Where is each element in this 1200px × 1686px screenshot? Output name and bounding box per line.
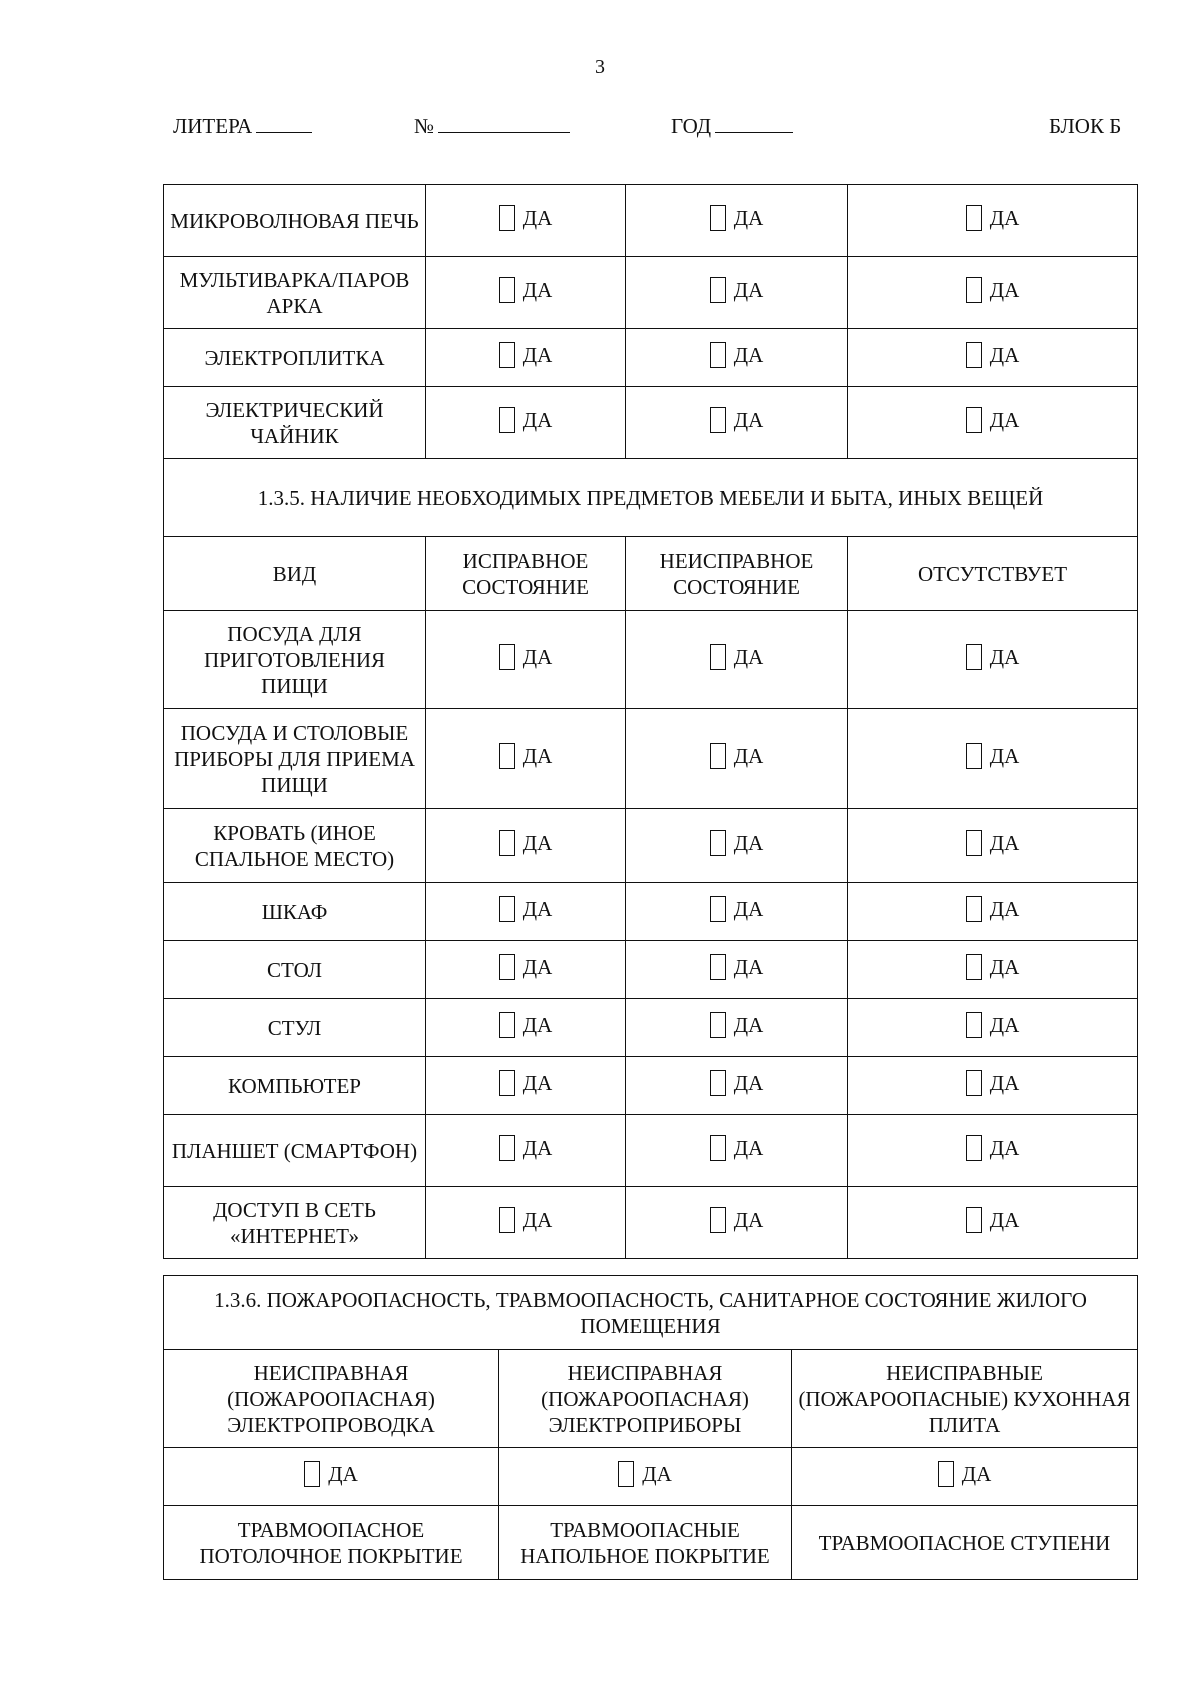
yes-checkbox[interactable] [966,407,1020,433]
yes-checkbox[interactable] [499,644,553,670]
checkbox-square-icon [966,1135,982,1161]
table-row [164,1187,1138,1259]
checkbox-square-icon [710,342,726,368]
yes-label: ДА [733,407,764,432]
checkbox-square-icon [499,277,515,303]
checkbox-square-icon [710,1070,726,1096]
yes-checkbox[interactable] [710,1070,764,1096]
checkbox-square-icon [966,1207,982,1233]
item-label: КРОВАТЬ (ИНОЕ СПАЛЬНОЕ МЕСТО) [164,809,426,883]
item-label: ЭЛЕКТРИЧЕСКИЙ ЧАЙНИК [164,387,426,459]
yes-checkbox[interactable] [710,830,764,856]
hazards-table [163,1275,1138,1580]
yes-label: ДА [522,644,553,669]
yes-label: ДА [989,1135,1020,1160]
table-row [164,329,1138,387]
checkbox-square-icon [499,896,515,922]
checkbox-square-icon [499,830,515,856]
checkbox-square-icon [966,743,982,769]
checkbox-square-icon [710,896,726,922]
fire-hazard-label: НЕИСПРАВНАЯ (ПОЖАРООПАСНАЯ) ЭЛЕКТРОПРОВОДКА [164,1350,499,1448]
checkbox-square-icon [499,954,515,980]
yes-label: ДА [733,1070,764,1095]
item-label: МИКРОВОЛНОВАЯ ПЕЧЬ [164,185,426,257]
checkbox-square-icon [499,644,515,670]
yes-label: ДА [989,1012,1020,1037]
checkbox-square-icon [966,342,982,368]
checkbox-square-icon [304,1461,320,1487]
yes-checkbox[interactable] [966,277,1020,303]
checkbox-square-icon [966,830,982,856]
household-items-table [163,184,1138,1259]
yes-checkbox[interactable] [710,1135,764,1161]
yes-label: ДА [989,342,1020,367]
yes-label: ДА [989,205,1020,230]
litera-label: ЛИТЕРА [173,114,253,138]
yes-label: ДА [733,1135,764,1160]
checkbox-square-icon [710,1207,726,1233]
yes-label: ДА [522,1070,553,1095]
yes-checkbox[interactable] [966,205,1020,231]
table-row [164,611,1138,709]
yes-label: ДА [989,277,1020,302]
yes-label: ДА [522,1207,553,1232]
table-row [164,809,1138,883]
yes-label: ДА [522,830,553,855]
yes-checkbox[interactable] [710,1207,764,1233]
year-label: ГОД [671,114,712,138]
yes-checkbox[interactable] [499,277,553,303]
yes-label: ДА [522,1135,553,1160]
injury-hazard-label: ТРАВМООПАСНОЕ ПОТОЛОЧНОЕ ПОКРЫТИЕ [164,1506,499,1580]
yes-checkbox[interactable] [966,644,1020,670]
checkbox-square-icon [710,954,726,980]
yes-checkbox[interactable] [710,743,764,769]
yes-checkbox[interactable] [710,342,764,368]
item-label: МУЛЬТИВАРКА/ПАРОВ АРКА [164,257,426,329]
checkbox-square-icon [710,743,726,769]
checkbox-square-icon [966,644,982,670]
yes-label: ДА [989,743,1020,768]
checkbox-square-icon [618,1461,634,1487]
yes-checkbox[interactable] [710,277,764,303]
yes-checkbox[interactable] [966,1135,1020,1161]
yes-label: ДА [733,830,764,855]
yes-label: ДА [733,205,764,230]
item-label: КОМПЬЮТЕР [164,1057,426,1115]
yes-label: ДА [522,277,553,302]
checkbox-square-icon [499,1207,515,1233]
number-field [414,114,570,139]
checkbox-square-icon [710,407,726,433]
checkbox-square-icon [710,277,726,303]
yes-checkbox[interactable] [618,1461,672,1487]
yes-checkbox[interactable] [499,1012,553,1038]
item-label: ПОСУДА И СТОЛОВЫЕ ПРИБОРЫ ДЛЯ ПРИЕМА ПИЩИ [164,709,426,809]
yes-checkbox[interactable] [499,1135,553,1161]
column-header: ОТСУТСТВУЕТ [848,537,1138,611]
checkbox-square-icon [710,1135,726,1161]
checkbox-square-icon [710,205,726,231]
yes-checkbox[interactable] [499,896,553,922]
yes-checkbox[interactable] [499,407,553,433]
item-label: ЭЛЕКТРОПЛИТКА [164,329,426,387]
yes-checkbox[interactable] [966,896,1020,922]
checkbox-square-icon [966,1070,982,1096]
column-header: ВИД [164,537,426,611]
checkbox-square-icon [499,1135,515,1161]
table-row [164,883,1138,941]
yes-label: ДА [989,1207,1020,1232]
item-label: СТОЛ [164,941,426,999]
yes-label: ДА [522,342,553,367]
table-row [164,1057,1138,1115]
checkbox-square-icon [710,644,726,670]
yes-checkbox[interactable] [966,1012,1020,1038]
yes-checkbox[interactable] [710,205,764,231]
checkbox-square-icon [966,954,982,980]
yes-checkbox[interactable] [304,1461,358,1487]
yes-label: ДА [733,644,764,669]
yes-checkbox[interactable] [710,954,764,980]
item-label: ПОСУДА ДЛЯ ПРИГОТОВЛЕНИЯ ПИЩИ [164,611,426,709]
yes-label: ДА [733,1012,764,1037]
yes-label: ДА [989,407,1020,432]
table-row [164,257,1138,329]
checkbox-square-icon [499,1070,515,1096]
column-header: ИСПРАВНОЕ СОСТОЯНИЕ [426,537,626,611]
checkbox-square-icon [499,1012,515,1038]
yes-label: ДА [989,896,1020,921]
checkbox-square-icon [966,1012,982,1038]
yes-label: ДА [733,743,764,768]
yes-checkbox[interactable] [966,1207,1020,1233]
item-label: ШКАФ [164,883,426,941]
yes-checkbox[interactable] [499,205,553,231]
yes-label: ДА [522,407,553,432]
yes-checkbox[interactable] [966,743,1020,769]
yes-label: ДА [522,743,553,768]
checkbox-square-icon [966,896,982,922]
yes-label: ДА [522,1012,553,1037]
page-number: 3 [595,56,605,78]
checkbox-square-icon [966,407,982,433]
yes-checkbox[interactable] [499,743,553,769]
yes-label: ДА [989,644,1020,669]
yes-checkbox[interactable] [499,954,553,980]
checkbox-square-icon [499,205,515,231]
yes-label: ДА [961,1461,992,1486]
yes-label: ДА [733,896,764,921]
yes-label: ДА [522,896,553,921]
yes-checkbox[interactable] [710,896,764,922]
yes-checkbox[interactable] [499,1207,553,1233]
yes-checkbox[interactable] [938,1461,992,1487]
section-1-3-5-title: 1.3.5. НАЛИЧИЕ НЕОБХОДИМЫХ ПРЕДМЕТОВ МЕБЕЛИ И БЫТА, ИНЫХ ВЕЩЕЙ [164,459,1138,537]
yes-checkbox[interactable] [710,644,764,670]
year-field [671,114,793,139]
litera-input-line[interactable] [256,114,312,133]
yes-label: ДА [989,1070,1020,1095]
table-row [164,709,1138,809]
yes-label: ДА [522,954,553,979]
yes-label: ДА [989,830,1020,855]
item-label: ДОСТУП В СЕТЬ «ИНТЕРНЕТ» [164,1187,426,1259]
checkbox-square-icon [499,407,515,433]
yes-checkbox[interactable] [966,342,1020,368]
yes-checkbox[interactable] [499,830,553,856]
table-row [164,1115,1138,1187]
item-label: ПЛАНШЕТ (СМАРТФОН) [164,1115,426,1187]
injury-hazard-label: ТРАВМООПАСНЫЕ НАПОЛЬНОЕ ПОКРЫТИЕ [499,1506,792,1580]
checkbox-square-icon [938,1461,954,1487]
yes-checkbox[interactable] [499,1070,553,1096]
checkbox-square-icon [499,342,515,368]
yes-label: ДА [733,1207,764,1232]
number-label: № [414,114,435,138]
number-input-line[interactable] [438,114,570,133]
section-1-3-6-title: 1.3.6. ПОЖАРООПАСНОСТЬ, ТРАВМООПАСНОСТЬ, САНИТАРНОЕ СОСТОЯНИЕ ЖИЛОГО ПОМЕЩЕНИЯ [164,1276,1138,1350]
yes-checkbox[interactable] [499,342,553,368]
yes-checkbox[interactable] [710,407,764,433]
yes-label: ДА [989,954,1020,979]
fire-hazard-label: НЕИСПРАВНЫЕ (ПОЖАРООПАСНЫЕ) КУХОННАЯ ПЛИТА [792,1350,1138,1448]
block-label: БЛОК Б [1049,114,1122,138]
checkbox-square-icon [966,205,982,231]
item-label: СТУЛ [164,999,426,1057]
injury-hazard-label: ТРАВМООПАСНОЕ СТУПЕНИ [792,1506,1138,1580]
checkbox-square-icon [710,830,726,856]
yes-label: ДА [522,205,553,230]
table-row [164,999,1138,1057]
litera-field [173,114,312,139]
fire-hazard-label: НЕИСПРАВНАЯ (ПОЖАРООПАСНАЯ) ЭЛЕКТРОПРИБОРЫ [499,1350,792,1448]
yes-label: ДА [733,277,764,302]
yes-label: ДА [328,1461,358,1486]
checkbox-square-icon [499,743,515,769]
yes-label: ДА [733,954,764,979]
yes-checkbox[interactable] [966,830,1020,856]
checkbox-square-icon [966,277,982,303]
yes-checkbox[interactable] [710,1012,764,1038]
yes-checkbox[interactable] [966,954,1020,980]
table-row [164,387,1138,459]
column-header: НЕИСПРАВНОЕ СОСТОЯНИЕ [626,537,848,611]
yes-label: ДА [733,342,764,367]
table-row [164,185,1138,257]
year-input-line[interactable] [715,114,793,133]
checkbox-square-icon [710,1012,726,1038]
yes-checkbox[interactable] [966,1070,1020,1096]
table-row [164,941,1138,999]
yes-label: ДА [642,1461,672,1486]
